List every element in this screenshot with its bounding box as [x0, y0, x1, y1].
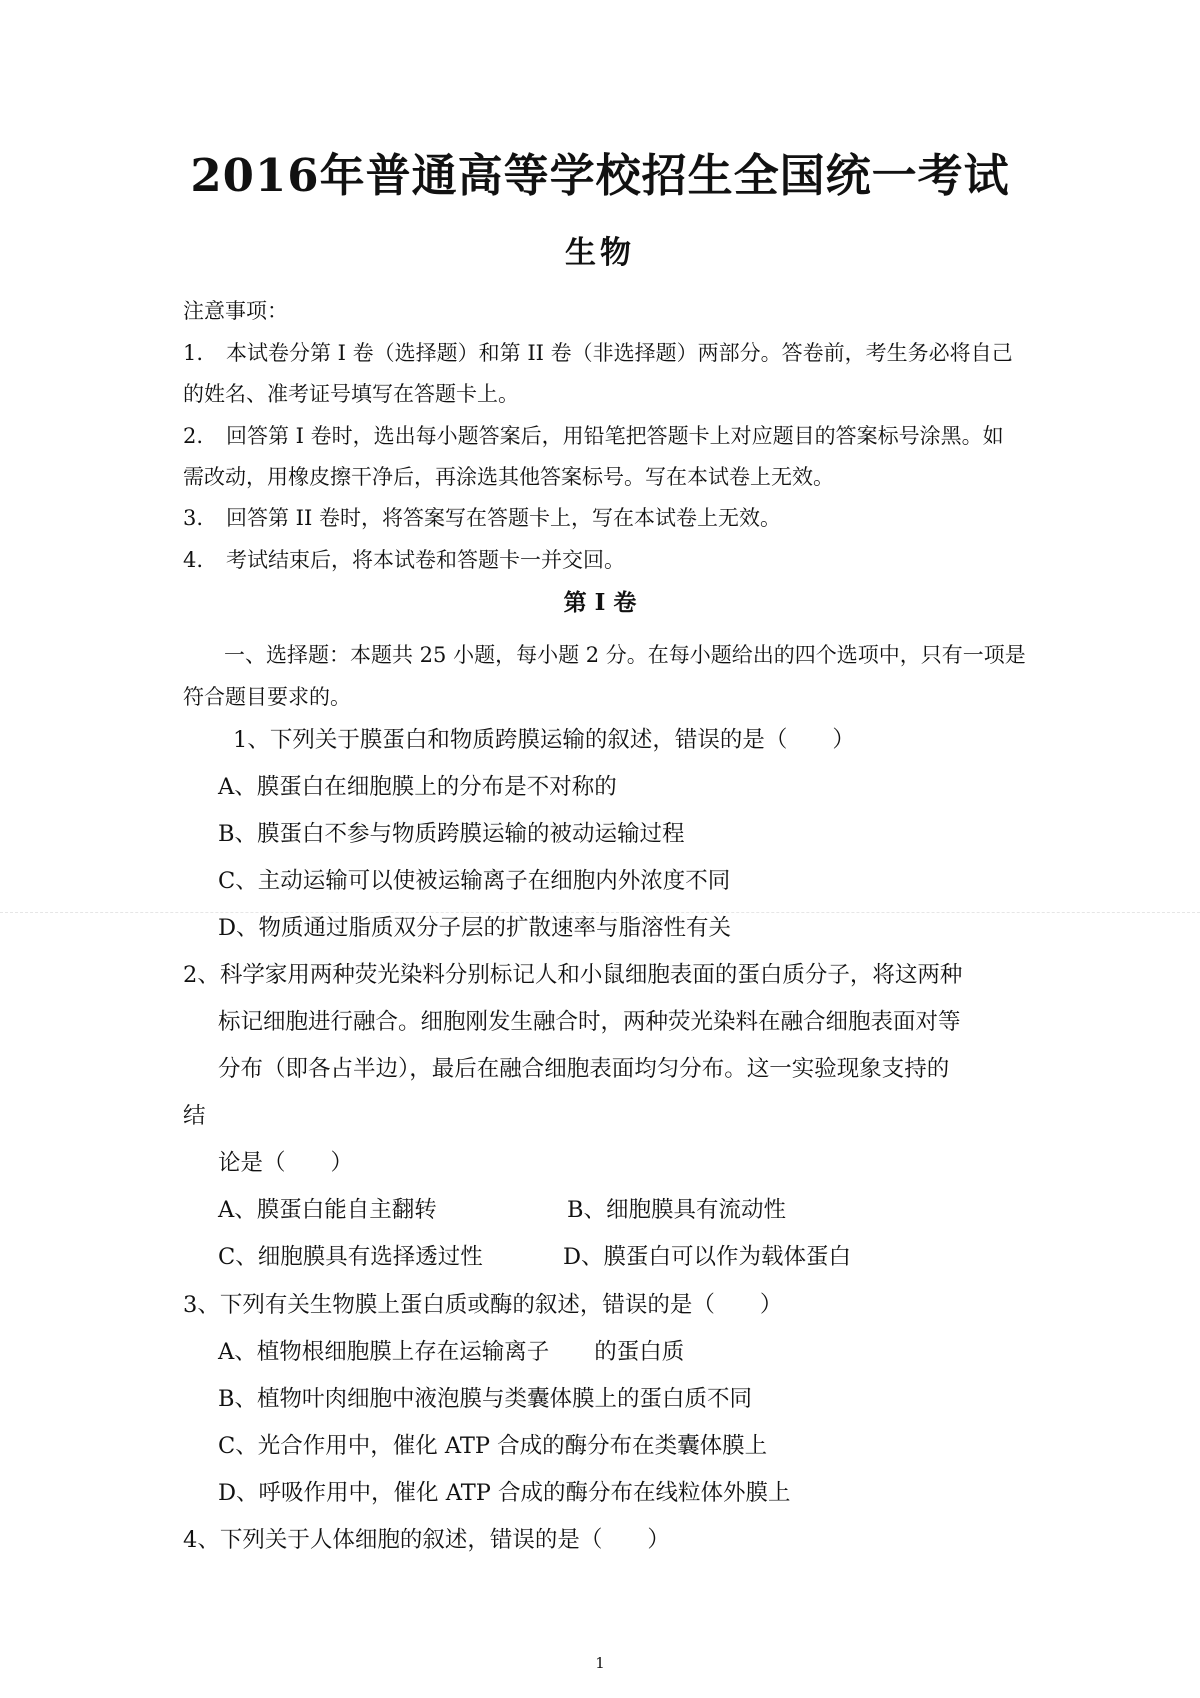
question-stem-continuation: 结 [183, 1103, 206, 1129]
notice-item-number: 3. [183, 506, 204, 530]
question-stem: 3、下列有关生物膜上蛋白质或酶的叙述，错误的是（ ） [183, 1292, 783, 1318]
section-intro: 一、选择题：本题共 25 小题，每小题 2 分。在每小题给出的四个选项中，只有一项是 [224, 643, 1026, 667]
notice-item-text: 回答第 II 卷时，将答案写在答题卡上，写在本试卷上无效。 [226, 506, 781, 530]
question-stem-continuation: 分布（即各占半边），最后在融合细胞表面均匀分布。这一实验现象支持的 [218, 1056, 950, 1082]
question-stem: 4、下列关于人体细胞的叙述，错误的是（ ） [183, 1527, 670, 1553]
question-option: B、细胞膜具有流动性 [567, 1197, 787, 1223]
notice-item [183, 338, 1013, 368]
notice-item-text: 考试结束后，将本试卷和答题卡一并交回。 [226, 548, 625, 572]
notice-item-text: 本试卷分第 I 卷（选择题）和第 II 卷（非选择题）两部分。答卷前，考生务必将自己 [226, 341, 1013, 365]
question-option: B、植物叶肉细胞中液泡膜与类囊体膜上的蛋白质不同 [218, 1386, 753, 1412]
notice-heading: 注意事项： [183, 299, 288, 323]
question-option: D、呼吸作用中，催化 ATP 合成的酶分布在线粒体外膜上 [218, 1480, 791, 1506]
notice-item [183, 421, 1004, 451]
notice-item-number: 4. [183, 548, 204, 572]
question-stem: 2、科学家用两种荧光染料分别标记人和小鼠细胞表面的蛋白质分子，将这两种 [183, 962, 963, 988]
question-option: D、物质通过脂质双分子层的扩散速率与脂溶性有关 [218, 915, 732, 941]
exam-title: 2016年普通高等学校招生全国统一考试 [190, 149, 1010, 202]
notice-item-continuation: 的姓名、准考证号填写在答题卡上。 [183, 382, 519, 406]
question-option: A、植物根细胞膜上存在运输离子 的蛋白质 [218, 1339, 685, 1365]
question-option: C、主动运输可以使被运输离子在细胞内外浓度不同 [218, 868, 731, 894]
notice-item-text: 回答第 I 卷时，选出每小题答案后，用铅笔把答题卡上对应题目的答案标号涂黑。如 [226, 424, 1004, 448]
notice-item-number: 1. [183, 341, 204, 365]
section-intro-continuation: 符合题目要求的。 [183, 685, 351, 709]
question-option: C、光合作用中，催化 ATP 合成的酶分布在类囊体膜上 [218, 1433, 768, 1459]
notice-item [183, 545, 625, 575]
question-stem: 1、下列关于膜蛋白和物质跨膜运输的叙述，错误的是（ ） [233, 727, 855, 753]
question-stem-continuation: 标记细胞进行融合。细胞刚发生融合时，两种荧光染料在融合细胞表面对等 [218, 1009, 961, 1035]
page-number: 1 [595, 1654, 605, 1672]
section-title: 第 I 卷 [563, 589, 637, 616]
question-option: B、膜蛋白不参与物质跨膜运输的被动运输过程 [218, 821, 685, 847]
notice-item-number: 2. [183, 424, 204, 448]
notice-item [183, 503, 781, 533]
notice-item-continuation: 需改动，用橡皮擦干净后，再涂选其他答案标号。写在本试卷上无效。 [183, 465, 834, 489]
question-option: D、膜蛋白可以作为载体蛋白 [563, 1244, 852, 1270]
subject-title: 生物 [565, 235, 635, 271]
question-stem-continuation: 论是（ ） [218, 1150, 354, 1176]
question-option: C、细胞膜具有选择透过性 [218, 1244, 483, 1270]
question-option: A、膜蛋白在细胞膜上的分布是不对称的 [218, 774, 617, 800]
question-option: A、膜蛋白能自主翻转 [218, 1197, 437, 1223]
